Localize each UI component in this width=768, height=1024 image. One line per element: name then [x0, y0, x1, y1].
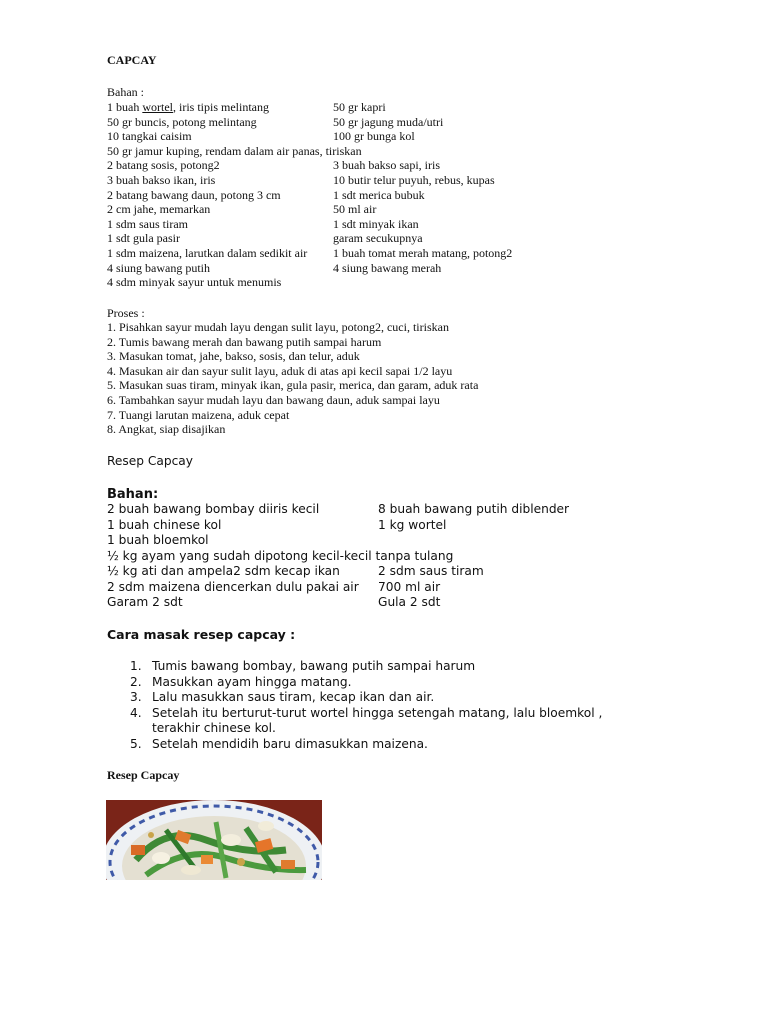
cara-step — [107, 675, 667, 691]
ingredient-row — [107, 202, 667, 217]
ingredient-right: 50 gr jagung muda/utri — [333, 114, 444, 129]
ingredient-right: 1 kg wortel — [378, 517, 447, 532]
ingredient-right: 700 ml air — [378, 579, 441, 594]
ingredient-left — [107, 202, 210, 216]
ingredient-row — [107, 231, 667, 246]
ingredient-row — [107, 188, 667, 203]
page-title: CAPCAY — [107, 53, 157, 67]
ingredient-right: 100 gr bunga kol — [333, 129, 415, 144]
ingredient-left — [107, 144, 362, 158]
ingredient-row — [107, 246, 667, 261]
ingredient-left — [107, 188, 281, 202]
ingredient-text: 10 tangkai caisim — [107, 129, 192, 144]
ingredient-row — [107, 533, 667, 549]
section-title-resep-capcay: Resep Capcay — [107, 454, 193, 468]
ingredient-left — [107, 275, 281, 289]
ingredient-left: Garam 2 sdt — [107, 595, 183, 609]
ingredient-row — [107, 129, 667, 144]
ingredient-text: 1 sdm maizena, larutkan dalam sedikit air — [107, 245, 308, 260]
ingredient-text: 50 gr jamur kuping, rendam dalam air panas, tiriskan — [107, 143, 362, 158]
step-text: Masukkan ayam hingga matang. — [152, 674, 352, 689]
ingredient-underlined-text: wortel — [142, 100, 173, 114]
proses-step: 5. Masukan suas tiram, minyak ikan, gula pasir, merica, dan garam, aduk rata — [107, 378, 479, 393]
proses-step: 6. Tambahkan sayur mudah layu dan bawang daun, aduk sampai layu — [107, 392, 440, 407]
ingredient-right: Gula 2 sdt — [378, 595, 441, 609]
ingredient-right: 1 sdt minyak ikan — [333, 216, 419, 231]
ingredient-left — [107, 158, 220, 172]
cara-step — [107, 706, 667, 737]
ingredient-text: 3 buah bakso ikan, iris — [107, 172, 216, 187]
proses-step: 3. Masukan tomat, jahe, bakso, sosis, dan telur, aduk — [107, 349, 360, 364]
proses-step: 4. Masukan air dan sayur sulit layu, aduk di atas api kecil sapai 1/2 layu — [107, 363, 453, 378]
step-number: 2. — [130, 674, 142, 689]
ingredient-row — [107, 261, 667, 276]
step-number: 4. — [130, 705, 142, 720]
ingredient-left — [107, 129, 192, 143]
ingredient-left — [107, 173, 215, 187]
step-number: 1. — [130, 659, 142, 673]
ingredient-right: garam secukupnya — [333, 231, 423, 246]
ingredient-left — [107, 100, 269, 114]
ingredient-right: 2 sdm saus tiram — [378, 564, 484, 578]
ingredient-left: ½ kg ati dan ampela2 sdm kecap ikan — [107, 564, 340, 578]
ingredient-right: 1 buah tomat merah matang, potong2 — [333, 245, 513, 260]
ingredient-text: 1 buah — [107, 100, 143, 114]
ingredient-right: 10 butir telur puyuh, rebus, kupas — [333, 172, 495, 187]
proses-step: 2. Tumis bawang merah dan bawang putih sampai harum — [107, 334, 382, 349]
ingredient-left: 2 sdm maizena diencerkan dulu pakai air — [107, 579, 359, 594]
ingredient-text: 2 cm jahe, memarkan — [107, 202, 211, 217]
step-text: Setelah itu berturut-turut wortel hingga setengah matang, lalu bloemkol , — [152, 705, 603, 720]
cara-masak-heading: Cara masak resep capcay : — [107, 627, 296, 642]
ingredient-table-1 — [107, 100, 667, 290]
ingredient-right: 4 siung bawang merah — [333, 260, 442, 275]
ingredient-row — [107, 549, 667, 565]
step-number: 3. — [130, 690, 142, 704]
ingredient-row — [107, 158, 667, 173]
ingredient-text: 2 batang bawang daun, potong 3 cm — [107, 187, 281, 202]
ingredient-row — [107, 173, 667, 188]
ingredient-text: 4 siung bawang putih — [107, 260, 210, 275]
ingredient-row — [107, 564, 667, 580]
ingredient-right: 1 sdt merica bubuk — [333, 187, 425, 202]
ingredient-table-2 — [107, 502, 667, 611]
ingredient-left: 1 buah bloemkol — [107, 533, 209, 547]
ingredient-row — [107, 115, 667, 130]
ingredient-text: , iris tipis melintang — [172, 100, 269, 114]
proses-step: 1. Pisahkan sayur mudah layu dengan sulit layu, potong2, cuci, tiriskan — [107, 320, 449, 334]
step-text: Setelah mendidih baru dimasukkan maizena. — [152, 736, 428, 751]
ingredient-right: 50 ml air — [333, 202, 377, 217]
ingredient-left — [107, 217, 188, 231]
ingredient-row — [107, 100, 667, 115]
bahan-heading: Bahan: — [107, 487, 159, 502]
ingredient-text: 4 sdm minyak sayur untuk menumis — [107, 275, 282, 290]
ingredient-left: 1 buah chinese kol — [107, 517, 222, 532]
ingredient-text: 1 sdt gula pasir — [107, 231, 180, 246]
ingredient-right: 3 buah bakso sapi, iris — [333, 158, 440, 173]
step-number: 5. — [130, 736, 142, 751]
ingredient-row — [107, 144, 667, 159]
ingredient-row — [107, 518, 667, 534]
step-text: Tumis bawang bombay, bawang putih sampai harum — [152, 659, 476, 673]
step-text: Lalu masukkan saus tiram, kecap ikan dan air. — [152, 690, 435, 704]
ingredient-left — [107, 115, 257, 129]
proses-step: 7. Tuangi larutan maizena, aduk cepat — [107, 407, 290, 422]
ingredient-row — [107, 595, 667, 611]
ingredient-row — [107, 275, 667, 290]
ingredient-right: 50 gr kapri — [333, 100, 386, 114]
ingredient-right: 8 buah bawang putih diblender — [378, 502, 570, 516]
section-title-resep-capcay-2: Resep Capcay — [107, 768, 180, 782]
cara-masak-steps — [107, 659, 667, 752]
proses-steps — [107, 320, 667, 437]
ingredient-row — [107, 580, 667, 596]
capcay-photo — [106, 800, 322, 880]
cara-step — [107, 659, 667, 675]
bahan-label: Bahan : — [107, 85, 144, 99]
proses-step: 8. Angkat, siap disajikan — [107, 422, 226, 437]
ingredient-text: 1 sdm saus tiram — [107, 216, 188, 231]
ingredient-text: 50 gr buncis, potong melintang — [107, 114, 257, 129]
ingredient-left — [107, 261, 210, 275]
cara-step — [107, 737, 667, 753]
step-text: terakhir chinese kol. — [152, 721, 276, 735]
ingredient-left — [107, 231, 180, 245]
ingredient-left — [107, 246, 307, 260]
cara-step — [107, 690, 667, 706]
proses-label: Proses : — [107, 306, 145, 320]
ingredient-text: 2 batang sosis, potong2 — [107, 158, 220, 173]
ingredient-row — [107, 502, 667, 518]
ingredient-left: 2 buah bawang bombay diiris kecil — [107, 502, 320, 516]
ingredient-row — [107, 217, 667, 232]
ingredient-left: ½ kg ayam yang sudah dipotong kecil-kecil tanpa tulang — [107, 548, 454, 563]
